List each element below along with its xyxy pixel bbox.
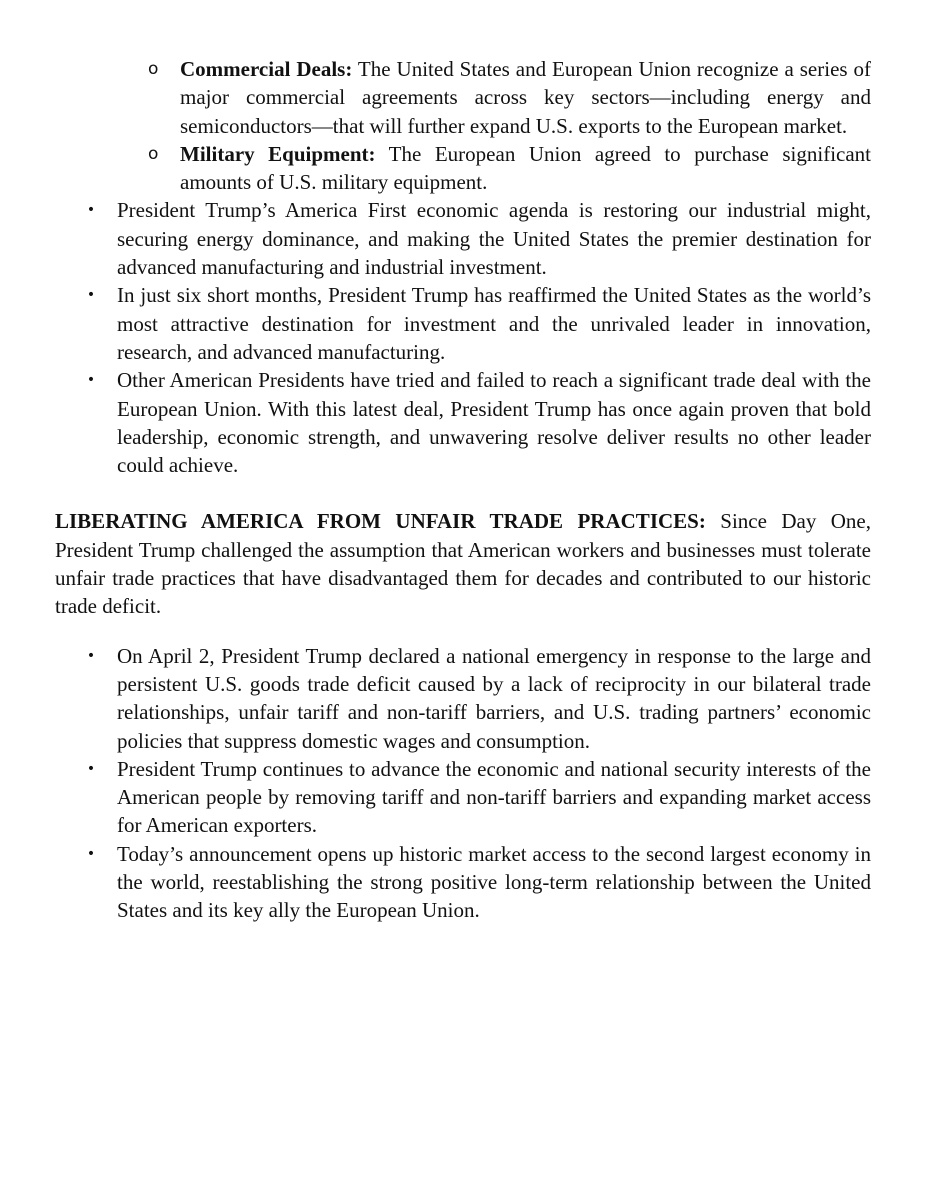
section-paragraph: [55, 507, 871, 620]
sub-bullet-text: [180, 55, 871, 140]
bullet-market-access: [0, 840, 927, 925]
bullet-dot-icon: •: [86, 202, 96, 219]
bullet-six-months: [0, 281, 927, 366]
sub-bullet-text: [180, 140, 871, 197]
sub-bullet-commercial-deals: [0, 55, 927, 140]
bullet-text: Other American Presidents have tried and failed to reach a significant trade deal with the European Union. With this latest deal, President Trump has once again proven that bold leadership, economic strength, and unwavering resolve deliver results no other leader could achieve.: [117, 368, 871, 478]
sub-bullet-military-equipment: [0, 140, 927, 197]
bullet-dot-icon: •: [86, 760, 96, 777]
document-page: [0, 55, 927, 925]
hollow-circle-bullet-icon: o: [148, 143, 159, 164]
sub-bullet-body: The United States and European Union recognize a series of major commercial agreements across key sectors—including energy and semiconductors—that will further expand U.S. exports to the European market.: [180, 57, 872, 138]
bullet-text: In just six short months, President Trump has reaffirmed the United States as the world’s most attractive destination for investment and the unrivaled leader in innovation, research, and advanced manufacturing.: [117, 283, 871, 364]
bullet-other-presidents: [0, 366, 927, 479]
bullet-dot-icon: •: [86, 372, 96, 389]
bullet-america-first-agenda: [0, 196, 927, 281]
section-intro: Since Day One, President Trump challenged the assumption that American workers and businesses must tolerate unfair trade practices that have disadvantaged them for decades and contributed to our historic trade deficit.: [55, 509, 871, 619]
bullet-removing-barriers: [0, 755, 927, 840]
sub-bullet-label: Military Equipment:: [180, 141, 376, 166]
bullet-text: President Trump continues to advance the economic and national security interests of the American people by removing tariff and non-tariff barriers and expanding market access for American exporters.: [117, 756, 871, 838]
section-heading: LIBERATING AMERICA FROM UNFAIR TRADE PRACTICES:: [55, 509, 706, 534]
bullet-dot-icon: •: [86, 287, 96, 304]
bullet-dot-icon: •: [86, 647, 96, 664]
bullet-text: On April 2, President Trump declared a national emergency in response to the large and persistent U.S. goods trade deficit caused by a lack of reciprocity in our bilateral trade relationships, unfair tariff and non-tariff barriers, and U.S. trading partners’ economic policies that suppress domestic wages and consumption.: [117, 643, 871, 753]
bullet-national-emergency: [0, 642, 927, 755]
bullet-text: President Trump’s America First economic agenda is restoring our industrial might, securing energy dominance, and making the United States the premier destination for advanced manufacturing and industrial investment.: [117, 198, 871, 280]
sub-bullet-label: Commercial Deals:: [180, 57, 353, 81]
bullet-text: Today’s announcement opens up historic market access to the second largest economy in the world, reestablishing the strong positive long-term relationship between the United States and its key ally the European Union.: [117, 841, 871, 923]
hollow-circle-bullet-icon: o: [148, 59, 159, 79]
sub-bullet-body: The European Union agreed to purchase significant amounts of U.S. military equipment.: [180, 141, 872, 195]
bullet-dot-icon: •: [86, 845, 96, 862]
